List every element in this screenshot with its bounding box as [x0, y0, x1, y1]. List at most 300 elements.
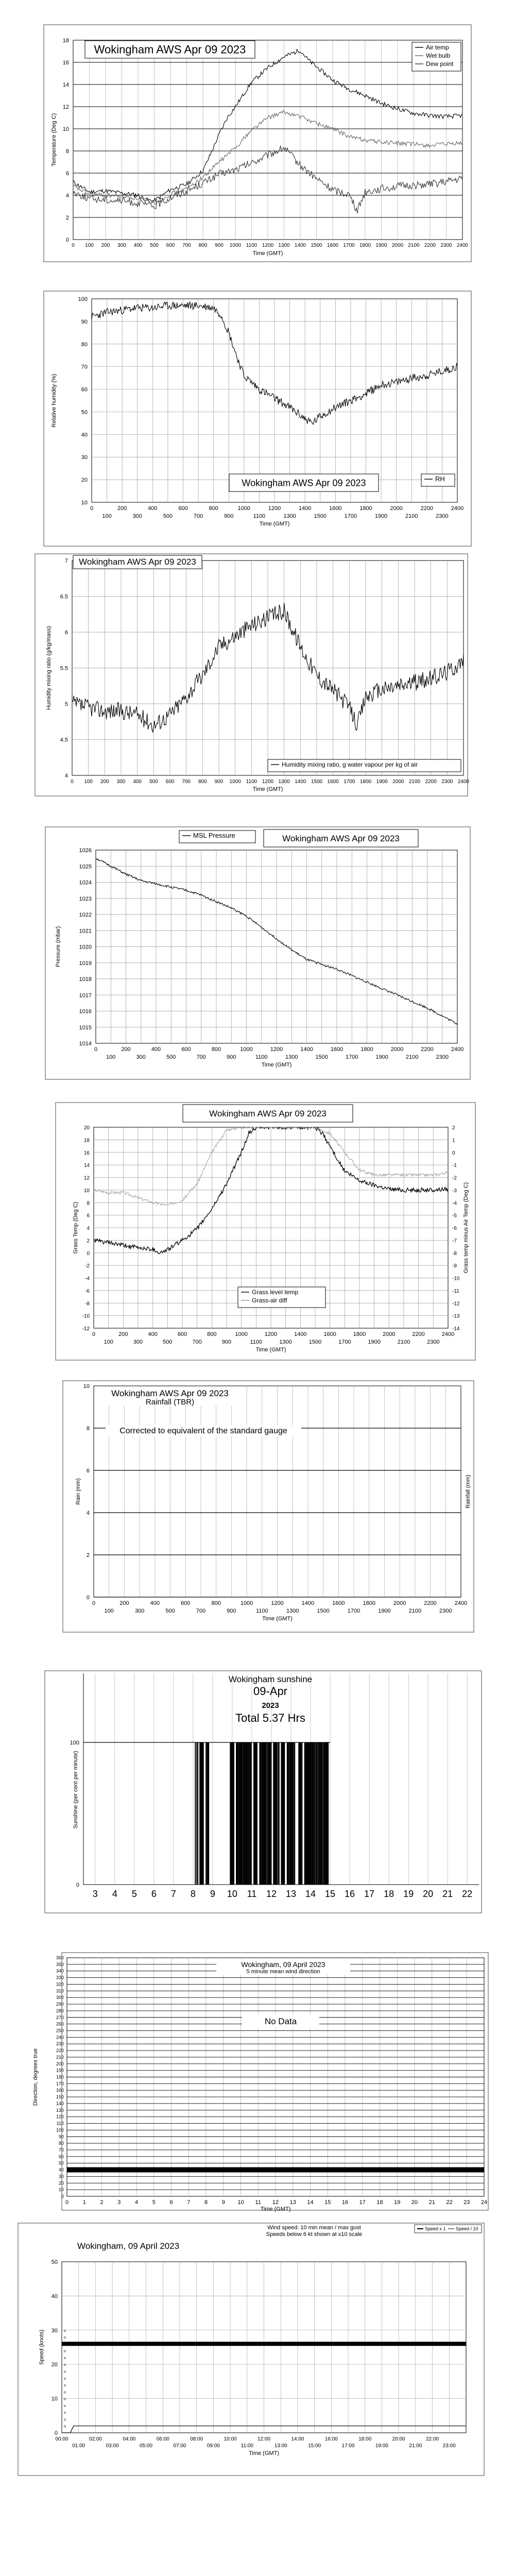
- x-tick-label: 6: [151, 1889, 157, 1899]
- x-tick-label: 600: [166, 243, 175, 248]
- x-tick-label: 7: [170, 1889, 176, 1899]
- x-tick-label: 12: [266, 1889, 277, 1899]
- y-tick-label: 7: [64, 558, 68, 564]
- y2-tick-label: -5: [452, 1213, 457, 1219]
- chart-annotation: Corrected to equivalent of the standard gauge: [119, 1427, 287, 1435]
- legend-entry: RH: [435, 475, 445, 483]
- x-tick-label: 200: [121, 1046, 131, 1053]
- x-tick-label: 600: [177, 1331, 187, 1337]
- chart-title: Wokingham sunshine: [228, 1674, 313, 1684]
- y-tick-label: 100: [78, 296, 88, 302]
- chart-subtitle: Rainfall (TBR): [145, 1398, 195, 1406]
- x-tick-label: 1200: [262, 779, 274, 785]
- x-tick-label: 2300: [439, 1608, 452, 1614]
- x-tick-label: 2100: [408, 1608, 422, 1614]
- y-tick-label: 80: [81, 341, 88, 348]
- legend-entry: Wet bulb: [426, 52, 451, 59]
- x-tick-label: 200: [118, 1331, 128, 1337]
- y-tick-label: 1015: [79, 1024, 92, 1031]
- low-speed-marker: o: [64, 2384, 66, 2388]
- x-tick-label: 09:00: [207, 2443, 220, 2449]
- y2-tick-label: 1: [452, 1138, 455, 1144]
- y-tick-label: 1022: [79, 912, 92, 918]
- x-tick-label: 1200: [268, 505, 281, 512]
- x-tick-label: 300: [116, 779, 126, 785]
- chart-8: [18, 2223, 484, 2476]
- chart-title: Wokingham, 09 April 2023: [77, 2241, 180, 2251]
- chart-date: 09-Apr: [253, 1685, 288, 1698]
- x-tick-label: 800: [207, 1331, 217, 1337]
- low-speed-marker: o: [64, 2336, 66, 2340]
- y-tick-label: 12: [62, 104, 69, 110]
- y-tick-label: 120: [56, 2114, 64, 2120]
- y-tick-label: 360: [56, 1955, 64, 1960]
- y-tick-label: 10: [51, 2396, 58, 2402]
- y-tick-label: 16: [62, 60, 69, 66]
- x-tick-label: 900: [227, 1054, 236, 1060]
- x-tick-label: 2200: [424, 243, 436, 248]
- y-tick-label: -12: [82, 1326, 90, 1332]
- x-tick-label: 1700: [338, 1339, 351, 1345]
- x-tick-label: 0: [94, 1046, 98, 1053]
- x-tick-label: 2200: [424, 1600, 437, 1606]
- x-tick-label: 1500: [308, 1339, 322, 1345]
- y-tick-label: 0: [65, 237, 69, 243]
- x-tick-label: 2300: [436, 1054, 449, 1060]
- low-speed-marker: o: [64, 2377, 66, 2381]
- x-tick-label: 1600: [330, 1046, 344, 1053]
- chart-subtitle-2: Speeds below 6 kt shown at x10 scale: [266, 2231, 363, 2238]
- x-tick-label: 1000: [237, 505, 251, 512]
- x-tick-label: 100: [106, 1054, 116, 1060]
- x-tick-label: 500: [165, 1608, 175, 1614]
- low-speed-marker: o: [64, 2425, 66, 2429]
- y-tick-label: 20: [81, 477, 88, 484]
- x-tick-label: 1200: [262, 243, 274, 248]
- legend-entry: Speed x 1: [425, 2226, 446, 2231]
- chart-6: [45, 1671, 482, 1913]
- x-tick-label: 2200: [412, 1331, 425, 1337]
- x-tick-label: 1100: [255, 1608, 268, 1614]
- y-tick-label: 170: [56, 2081, 64, 2087]
- x-tick-label: 1900: [375, 1054, 388, 1060]
- x-tick-label: 0: [72, 243, 75, 248]
- x-tick-label: 15: [325, 1889, 336, 1899]
- x-tick-label: 2100: [408, 779, 421, 785]
- y-tick-label: 2: [87, 1238, 90, 1244]
- y-tick-label: 1019: [79, 960, 92, 967]
- y-tick-label: 0: [86, 1595, 90, 1601]
- x-tick-label: 1200: [264, 1331, 278, 1337]
- x-tick-label: 21: [442, 1889, 453, 1899]
- legend-entry: Air temp: [426, 44, 449, 51]
- x-tick-label: 3: [92, 1889, 98, 1899]
- x-tick-label: 1800: [359, 779, 372, 785]
- x-tick-label: 1100: [255, 1054, 268, 1060]
- x-tick-label: 1200: [271, 1600, 284, 1606]
- x-tick-label: 23:00: [442, 2443, 456, 2449]
- y-tick-label: 310: [56, 1988, 64, 1994]
- x-tick-label: 400: [150, 1600, 160, 1606]
- x-tick-label: 1000: [240, 1046, 253, 1053]
- x-tick-label: 400: [133, 779, 142, 785]
- x-tick-label: 900: [215, 243, 224, 248]
- x-tick-label: 21:00: [409, 2443, 422, 2449]
- y-axis-label: Relative humidity (%): [51, 374, 57, 428]
- x-tick-label: 14: [307, 2199, 314, 2206]
- y-tick-label: 10: [83, 1188, 90, 1194]
- x-tick-label: 02:00: [89, 2436, 102, 2442]
- y2-tick-label: 0: [452, 1150, 455, 1156]
- x-tick-label: 2000: [390, 505, 403, 512]
- y2-tick-label: -4: [452, 1200, 457, 1207]
- x-tick-label: 10: [237, 2199, 244, 2206]
- x-tick-label: 600: [181, 1046, 191, 1053]
- y2-tick-label: -14: [452, 1326, 460, 1332]
- x-tick-label: 16:00: [324, 2436, 338, 2442]
- y-tick-label: 18: [83, 1138, 90, 1144]
- x-tick-label: 12:00: [257, 2436, 271, 2442]
- x-tick-label: 9: [210, 1889, 215, 1899]
- y-tick-label: 50: [58, 2160, 64, 2166]
- y-tick-label: 4.5: [60, 737, 68, 743]
- x-tick-label: 1500: [311, 779, 323, 785]
- x-tick-label: 100: [85, 243, 94, 248]
- x-tick-label: 2400: [441, 1331, 455, 1337]
- y-tick-label: -6: [85, 1288, 90, 1294]
- chart-title: Wokingham AWS Apr 09 2023: [111, 1388, 229, 1398]
- x-tick-label: 800: [209, 505, 218, 512]
- x-axis-label: Time (GMT): [262, 1616, 293, 1622]
- x-tick-label: 200: [100, 779, 109, 785]
- y-tick-label: 90: [81, 318, 88, 325]
- x-axis-label: Time (GMT): [255, 1347, 286, 1353]
- x-tick-label: 1100: [246, 779, 258, 785]
- y-tick-label: 70: [58, 2147, 64, 2153]
- y-tick-label: 100: [70, 1740, 79, 1746]
- y-tick-label: 50: [51, 2259, 58, 2265]
- x-tick-label: 500: [163, 513, 173, 519]
- y-tick-label: 0: [54, 2430, 58, 2436]
- y-tick-label: 320: [56, 1981, 64, 1987]
- x-tick-label: 1100: [246, 243, 258, 248]
- x-tick-label: 2100: [408, 243, 420, 248]
- y-tick-label: 14: [83, 1163, 90, 1169]
- y-tick-label: 190: [56, 2067, 64, 2073]
- x-tick-label: 200: [117, 505, 127, 512]
- x-tick-label: 2200: [421, 1046, 434, 1053]
- x-tick-label: 1600: [323, 1331, 336, 1337]
- x-tick-label: 1800: [359, 243, 371, 248]
- x-tick-label: 1700: [343, 243, 355, 248]
- low-speed-marker: o: [64, 2404, 66, 2408]
- y-tick-label: -8: [85, 1301, 90, 1307]
- x-tick-label: 1600: [327, 779, 339, 785]
- y-tick-label: 180: [56, 2074, 64, 2080]
- y-tick-label: 12: [83, 1175, 90, 1181]
- x-tick-label: 16: [341, 2199, 349, 2206]
- legend-entry: Speed / 10: [456, 2226, 478, 2231]
- x-tick-label: 10:00: [224, 2436, 237, 2442]
- x-tick-label: 8: [204, 2199, 208, 2206]
- x-tick-label: 2400: [451, 505, 464, 512]
- chart-title: Wokingham AWS Apr 09 2023: [94, 43, 246, 56]
- x-tick-label: 21: [428, 2199, 435, 2206]
- y-tick-label: 230: [56, 2041, 64, 2047]
- x-tick-label: 900: [214, 779, 224, 785]
- x-tick-label: 1900: [376, 779, 388, 785]
- x-tick-label: 400: [133, 243, 143, 248]
- chart-subtitle: Wind speed: 10 min mean / max gust: [267, 2225, 361, 2231]
- x-tick-label: 1000: [240, 1600, 253, 1606]
- y-tick-label: 50: [81, 409, 88, 416]
- y2-axis-label: Grass temp minus Air Temp (Deg C): [463, 1182, 469, 1274]
- x-tick-label: 17:00: [341, 2443, 355, 2449]
- y-axis-label: Sunshine (per cent per minute): [73, 1751, 79, 1829]
- x-tick-label: 18: [376, 2199, 383, 2206]
- y2-axis-label: Rainfall (mm): [465, 1475, 471, 1509]
- x-tick-label: 1400: [294, 243, 306, 248]
- x-tick-label: 800: [211, 1600, 221, 1606]
- y-tick-label: 2: [65, 215, 69, 221]
- x-tick-label: 2200: [425, 779, 437, 785]
- y-tick-label: 6: [65, 171, 69, 177]
- y-tick-label: 1014: [79, 1041, 92, 1047]
- y-tick-label: 350: [56, 1961, 64, 1967]
- y-tick-label: 300: [56, 1995, 64, 2001]
- y-tick-label: 80: [58, 2141, 64, 2146]
- x-tick-label: 06:00: [156, 2436, 169, 2442]
- x-tick-label: 500: [150, 243, 159, 248]
- x-tick-label: 17: [359, 2199, 366, 2206]
- x-tick-label: 6: [169, 2199, 173, 2206]
- x-tick-label: 1300: [285, 1054, 298, 1060]
- x-tick-label: 300: [134, 1608, 145, 1614]
- low-speed-marker: o: [64, 2397, 66, 2401]
- x-tick-label: 20: [411, 2199, 418, 2206]
- x-tick-label: 2000: [383, 1331, 396, 1337]
- y-tick-label: 1021: [79, 928, 92, 935]
- x-tick-label: 2100: [406, 1054, 419, 1060]
- x-tick-label: 08:00: [190, 2436, 203, 2442]
- y-tick-label: 30: [58, 2174, 64, 2179]
- y-tick-label: 14: [62, 82, 69, 88]
- y2-tick-label: -9: [452, 1263, 457, 1269]
- y-tick-label: 200: [56, 2061, 64, 2066]
- x-tick-label: 0: [71, 779, 74, 785]
- x-tick-label: 600: [178, 505, 188, 512]
- low-speed-marker: o: [64, 2349, 66, 2353]
- y2-tick-label: -2: [452, 1175, 457, 1181]
- x-tick-label: 3: [117, 2199, 121, 2206]
- y-tick-label: 60: [81, 386, 88, 393]
- low-speed-marker: o: [64, 2391, 66, 2395]
- x-tick-label: 900: [224, 513, 234, 519]
- x-tick-label: 1400: [295, 779, 306, 785]
- x-tick-label: 700: [196, 1054, 206, 1060]
- x-tick-label: 500: [149, 779, 158, 785]
- y-tick-label: 100: [56, 2127, 64, 2133]
- y-tick-label: 5: [64, 701, 68, 707]
- low-speed-marker: o: [64, 2356, 66, 2360]
- x-tick-label: 100: [102, 513, 112, 519]
- low-speed-marker: o: [64, 2329, 66, 2333]
- x-tick-label: 10: [227, 1889, 237, 1899]
- y2-tick-label: 2: [452, 1125, 455, 1131]
- x-tick-label: 5: [152, 2199, 156, 2206]
- y-tick-label: 8: [86, 1426, 90, 1432]
- x-tick-label: 200: [101, 243, 110, 248]
- y-tick-label: 1018: [79, 976, 92, 982]
- y-tick-label: 110: [56, 2121, 64, 2126]
- y-tick-label: 30: [81, 454, 88, 461]
- y2-tick-label: -6: [452, 1226, 457, 1231]
- x-tick-label: 17: [364, 1889, 375, 1899]
- x-tick-label: 2300: [440, 243, 452, 248]
- y-tick-label: 40: [51, 2293, 58, 2300]
- y-tick-label: 1025: [79, 863, 92, 870]
- x-tick-label: 1600: [327, 243, 339, 248]
- x-tick-label: 1900: [375, 243, 387, 248]
- x-tick-label: 400: [148, 505, 158, 512]
- x-tick-label: 700: [182, 779, 191, 785]
- x-tick-label: 1300: [278, 243, 290, 248]
- y2-tick-label: -12: [452, 1301, 460, 1307]
- x-tick-label: 1400: [300, 1046, 313, 1053]
- y-axis-label: Speed (knots): [39, 2329, 45, 2365]
- x-tick-label: 700: [193, 513, 203, 519]
- y-axis-label: Pressure (mbar): [55, 926, 61, 968]
- x-tick-label: 1500: [311, 243, 322, 248]
- x-tick-label: 300: [133, 1339, 143, 1345]
- x-tick-label: 1400: [298, 505, 312, 512]
- x-tick-label: 800: [198, 779, 207, 785]
- x-tick-label: 2000: [392, 779, 404, 785]
- x-tick-label: 1000: [229, 779, 241, 785]
- x-tick-label: 20: [423, 1889, 434, 1899]
- y-tick-label: 250: [56, 2028, 64, 2033]
- x-tick-label: 22:00: [426, 2436, 439, 2442]
- y-tick-label: 4: [65, 193, 69, 199]
- x-tick-label: 13: [289, 2199, 296, 2206]
- legend-entry: Grass level temp: [252, 1289, 299, 1296]
- x-tick-label: 19: [394, 2199, 401, 2206]
- y2-tick-label: -10: [452, 1276, 460, 1282]
- y-tick-label: 60: [58, 2154, 64, 2159]
- y-tick-label: 0: [61, 2194, 64, 2199]
- low-speed-marker: o: [64, 2411, 66, 2415]
- x-tick-label: 5: [131, 1889, 137, 1899]
- x-tick-label: 7: [187, 2199, 191, 2206]
- chart-title: Wokingham, 09 April 2023: [241, 1960, 325, 1969]
- x-tick-label: 05:00: [140, 2443, 153, 2449]
- x-tick-label: 1800: [353, 1331, 366, 1337]
- x-tick-label: 1800: [360, 1046, 373, 1053]
- x-tick-label: 24: [480, 2199, 488, 2206]
- x-tick-label: 23: [464, 2199, 470, 2206]
- y-tick-label: 20: [83, 1125, 90, 1131]
- x-tick-label: 11:00: [241, 2443, 253, 2449]
- y-tick-label: 6: [64, 630, 68, 636]
- y-tick-label: 1017: [79, 992, 92, 999]
- y-tick-label: 220: [56, 2048, 64, 2054]
- x-tick-label: 1300: [283, 513, 296, 519]
- x-tick-label: 500: [166, 1054, 176, 1060]
- y-tick-label: 140: [56, 2100, 64, 2106]
- y-tick-label: 1024: [79, 879, 92, 886]
- chart-2: [35, 554, 470, 796]
- y-tick-label: 10: [81, 500, 88, 506]
- x-tick-label: 700: [182, 243, 191, 248]
- x-tick-label: 600: [165, 779, 175, 785]
- x-tick-label: 01:00: [72, 2443, 85, 2449]
- y-tick-label: 0: [87, 1250, 90, 1257]
- legend-entry: MSL Pressure: [193, 832, 235, 839]
- y-tick-label: 10: [62, 126, 69, 132]
- series-line: [62, 2342, 466, 2346]
- x-tick-label: 15:00: [308, 2443, 321, 2449]
- y-tick-label: 0: [76, 1882, 79, 1888]
- y-tick-label: 18: [62, 38, 69, 44]
- x-tick-label: 19:00: [375, 2443, 388, 2449]
- y-tick-label: 20: [51, 2362, 58, 2368]
- x-tick-label: 14:00: [291, 2436, 304, 2442]
- y-tick-label: 290: [56, 2002, 64, 2007]
- x-tick-label: 1900: [368, 1339, 381, 1345]
- series-line: [67, 2167, 484, 2173]
- chart-1: [44, 291, 471, 546]
- x-tick-label: 2300: [436, 513, 449, 519]
- x-tick-label: 2200: [420, 505, 434, 512]
- x-tick-label: 1000: [235, 1331, 248, 1337]
- x-tick-label: 14: [305, 1889, 316, 1899]
- legend-entry: Humidity mixing ratio, g water vapour per kg of air: [282, 761, 418, 768]
- x-tick-label: 2300: [427, 1339, 440, 1345]
- chart-0: [44, 25, 471, 262]
- x-tick-label: 2000: [390, 1046, 404, 1053]
- y-tick-label: 4: [64, 773, 68, 779]
- x-tick-label: 22: [446, 2199, 453, 2206]
- x-tick-label: 700: [192, 1339, 202, 1345]
- x-tick-label: 04:00: [123, 2436, 136, 2442]
- x-tick-label: 1: [82, 2199, 86, 2206]
- y-tick-label: 20: [58, 2180, 64, 2186]
- y-tick-label: 6.5: [60, 594, 68, 600]
- y2-tick-label: -8: [452, 1250, 457, 1257]
- y-tick-label: 6: [87, 1213, 90, 1219]
- low-speed-marker: o: [64, 2418, 66, 2422]
- x-tick-label: 2400: [451, 1046, 464, 1053]
- y-tick-label: 8: [65, 148, 69, 155]
- x-tick-label: 400: [148, 1331, 158, 1337]
- chart-year: 2023: [262, 1701, 279, 1710]
- chart-subtitle: 5 minute mean wind direction: [246, 1969, 320, 1975]
- y-axis-label: Grass Temp (Deg C): [73, 1201, 79, 1254]
- x-tick-label: 4: [134, 2199, 139, 2206]
- x-tick-label: 1700: [347, 1608, 360, 1614]
- y2-tick-label: -7: [452, 1238, 457, 1244]
- x-tick-label: 0: [65, 2199, 69, 2206]
- x-axis-label: Time (GMT): [261, 1062, 292, 1068]
- low-speed-marker: o: [64, 2370, 66, 2374]
- y-tick-label: 4: [86, 1510, 90, 1516]
- x-tick-label: 1300: [286, 1608, 299, 1614]
- x-tick-label: 300: [117, 243, 126, 248]
- y-tick-label: 1026: [79, 848, 92, 854]
- x-tick-label: 100: [104, 1339, 113, 1345]
- x-tick-label: 200: [119, 1600, 129, 1606]
- legend-entry: Dew point: [426, 60, 454, 67]
